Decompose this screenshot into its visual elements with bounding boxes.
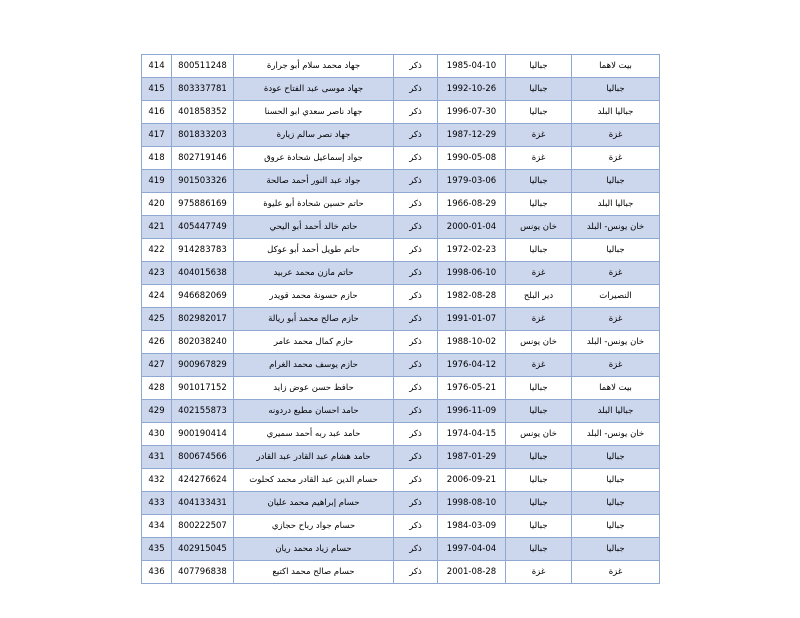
table-cell-id: 405447749 (172, 216, 234, 239)
table-cell-name: جواد إسماعيل شحادة عروق (234, 147, 394, 170)
table-cell-seq: 423 (142, 262, 172, 285)
table-cell-city: جباليا (572, 170, 660, 193)
table-cell-seq: 433 (142, 492, 172, 515)
table-cell-seq: 422 (142, 239, 172, 262)
table-cell-name: حسام جواد رباح حجازي (234, 515, 394, 538)
table-cell-seq: 435 (142, 538, 172, 561)
table-cell-district: غزة (506, 262, 572, 285)
table-cell-id: 803337781 (172, 78, 234, 101)
table-cell-id: 402915045 (172, 538, 234, 561)
table-cell-city: غزة (572, 124, 660, 147)
table-row (142, 124, 660, 147)
table-cell-dob: 1990-05-08 (438, 147, 506, 170)
table-cell-name: حسام الدين عبد القادر محمد كحلوت (234, 469, 394, 492)
table-row (142, 239, 660, 262)
table-cell-seq: 419 (142, 170, 172, 193)
table-row (142, 515, 660, 538)
table-cell-gender: ذكر (394, 239, 438, 262)
table-cell-city: خان يونس- البلد (572, 216, 660, 239)
table-cell-gender: ذكر (394, 423, 438, 446)
table-cell-city: جباليا البلد (572, 101, 660, 124)
table-cell-dob: 1979-03-06 (438, 170, 506, 193)
table-cell-id: 946682069 (172, 285, 234, 308)
table-cell-name: جواد عبد النور أحمد صالحة (234, 170, 394, 193)
table-cell-seq: 416 (142, 101, 172, 124)
table-cell-gender: ذكر (394, 377, 438, 400)
table-cell-district: جباليا (506, 515, 572, 538)
table-cell-name: حاتم خالد أحمد أبو اليحي (234, 216, 394, 239)
table-row (142, 331, 660, 354)
table-cell-dob: 1966-08-29 (438, 193, 506, 216)
table-cell-seq: 417 (142, 124, 172, 147)
table-row (142, 193, 660, 216)
table-cell-seq: 415 (142, 78, 172, 101)
table-cell-gender: ذكر (394, 147, 438, 170)
table-cell-id: 404015638 (172, 262, 234, 285)
table-cell-id: 802719146 (172, 147, 234, 170)
table-cell-name: حاتم حسين شحادة أبو عليوة (234, 193, 394, 216)
table-cell-gender: ذكر (394, 216, 438, 239)
table-cell-city: جباليا (572, 446, 660, 469)
table-cell-district: جباليا (506, 193, 572, 216)
table-cell-dob: 1985-04-10 (438, 55, 506, 78)
table-cell-gender: ذكر (394, 170, 438, 193)
table-cell-dob: 1984-03-09 (438, 515, 506, 538)
table-cell-id: 901503326 (172, 170, 234, 193)
table-cell-gender: ذكر (394, 400, 438, 423)
table-cell-seq: 428 (142, 377, 172, 400)
table-cell-seq: 432 (142, 469, 172, 492)
table-cell-district: جباليا (506, 538, 572, 561)
table-cell-dob: 2000-01-04 (438, 216, 506, 239)
table-cell-district: جباليا (506, 377, 572, 400)
table-cell-district: خان يونس (506, 423, 572, 446)
table-cell-id: 975886169 (172, 193, 234, 216)
table-cell-city: جباليا (572, 492, 660, 515)
table-cell-dob: 2001-08-28 (438, 561, 506, 584)
table-cell-dob: 1996-07-30 (438, 101, 506, 124)
table-cell-city: النصيرات (572, 285, 660, 308)
table-cell-name: حازم حسونة محمد قويدر (234, 285, 394, 308)
table-row (142, 78, 660, 101)
table-cell-name: جهاد موسى عبد الفتاح عودة (234, 78, 394, 101)
table-row (142, 377, 660, 400)
table-cell-gender: ذكر (394, 101, 438, 124)
table-row (142, 446, 660, 469)
table-cell-dob: 1974-04-15 (438, 423, 506, 446)
table-cell-dob: 1998-08-10 (438, 492, 506, 515)
table-cell-district: خان يونس (506, 331, 572, 354)
table-cell-district: جباليا (506, 239, 572, 262)
table-cell-city: بيت لاهما (572, 377, 660, 400)
table-cell-name: حازم كمال محمد عامر (234, 331, 394, 354)
table-cell-city: جباليا البلد (572, 400, 660, 423)
table-cell-seq: 424 (142, 285, 172, 308)
table-cell-name: جهاد ناصر سعدي ابو الحسنا (234, 101, 394, 124)
table-cell-seq: 414 (142, 55, 172, 78)
table-cell-gender: ذكر (394, 492, 438, 515)
table-cell-city: خان يونس- البلد (572, 331, 660, 354)
table-cell-dob: 1972-02-23 (438, 239, 506, 262)
table-cell-seq: 425 (142, 308, 172, 331)
table-cell-id: 401858352 (172, 101, 234, 124)
table-cell-id: 800674566 (172, 446, 234, 469)
table-row (142, 492, 660, 515)
table-cell-city: جباليا (572, 469, 660, 492)
table-cell-district: غزة (506, 147, 572, 170)
table-cell-city: جباليا (572, 538, 660, 561)
table-row (142, 308, 660, 331)
table-cell-id: 800222507 (172, 515, 234, 538)
table-cell-name: حاتم مازن محمد عربيد (234, 262, 394, 285)
table-cell-district: غزة (506, 124, 572, 147)
table-row (142, 354, 660, 377)
table-cell-district: جباليا (506, 492, 572, 515)
table-cell-name: حافظ حسن عوض زايد (234, 377, 394, 400)
table-cell-district: غزة (506, 308, 572, 331)
table-cell-dob: 1976-04-12 (438, 354, 506, 377)
table-cell-gender: ذكر (394, 515, 438, 538)
table-cell-seq: 421 (142, 216, 172, 239)
table-cell-seq: 431 (142, 446, 172, 469)
table-row (142, 55, 660, 78)
table-cell-name: حازم يوسف محمد الغرام (234, 354, 394, 377)
table-cell-id: 802982017 (172, 308, 234, 331)
records-table-body (142, 55, 660, 584)
table-cell-district: خان يونس (506, 216, 572, 239)
table-cell-seq: 427 (142, 354, 172, 377)
table-cell-dob: 1988-10-02 (438, 331, 506, 354)
table-cell-district: جباليا (506, 101, 572, 124)
table-cell-city: جباليا البلد (572, 193, 660, 216)
table-cell-city: جباليا (572, 515, 660, 538)
table-cell-city: غزة (572, 354, 660, 377)
records-table (141, 54, 660, 584)
table-cell-name: حسام زياد محمد ريان (234, 538, 394, 561)
table-cell-city: غزة (572, 262, 660, 285)
table-cell-district: دير البلح (506, 285, 572, 308)
table-cell-name: حامد عبد ربه أحمد سميري (234, 423, 394, 446)
table-cell-id: 914283783 (172, 239, 234, 262)
table-cell-id: 900967829 (172, 354, 234, 377)
table-cell-dob: 1976-05-21 (438, 377, 506, 400)
table-cell-id: 402155873 (172, 400, 234, 423)
table-cell-seq: 434 (142, 515, 172, 538)
table-row (142, 400, 660, 423)
table-cell-dob: 1997-04-04 (438, 538, 506, 561)
table-cell-dob: 1992-10-26 (438, 78, 506, 101)
table-row (142, 469, 660, 492)
table-cell-seq: 426 (142, 331, 172, 354)
table-cell-city: جباليا (572, 78, 660, 101)
table-cell-gender: ذكر (394, 55, 438, 78)
table-cell-district: جباليا (506, 469, 572, 492)
table-cell-seq: 418 (142, 147, 172, 170)
table-cell-dob: 1998-06-10 (438, 262, 506, 285)
table-cell-dob: 1996-11-09 (438, 400, 506, 423)
table-cell-district: غزة (506, 354, 572, 377)
table-cell-district: جباليا (506, 55, 572, 78)
table-cell-id: 407796838 (172, 561, 234, 584)
table-cell-city: غزة (572, 308, 660, 331)
table-cell-city: بيت لاهما (572, 55, 660, 78)
table-cell-name: حازم صالح محمد أبو ريالة (234, 308, 394, 331)
table-cell-city: خان يونس- البلد (572, 423, 660, 446)
table-cell-gender: ذكر (394, 78, 438, 101)
table-cell-district: جباليا (506, 446, 572, 469)
table-cell-name: جهاد محمد سلام أبو جرارة (234, 55, 394, 78)
table-row (142, 561, 660, 584)
table-cell-seq: 420 (142, 193, 172, 216)
table-cell-gender: ذكر (394, 446, 438, 469)
records-table-container (141, 54, 659, 584)
table-cell-id: 404133431 (172, 492, 234, 515)
table-cell-id: 802038240 (172, 331, 234, 354)
table-cell-city: غزة (572, 561, 660, 584)
table-cell-id: 901017152 (172, 377, 234, 400)
table-cell-dob: 1982-08-28 (438, 285, 506, 308)
table-cell-gender: ذكر (394, 331, 438, 354)
table-cell-gender: ذكر (394, 124, 438, 147)
table-cell-name: حاتم طويل أحمد أبو عوكل (234, 239, 394, 262)
table-row (142, 170, 660, 193)
table-row (142, 423, 660, 446)
table-cell-name: حامد احسان مطيع دردونه (234, 400, 394, 423)
table-cell-seq: 430 (142, 423, 172, 446)
table-cell-gender: ذكر (394, 354, 438, 377)
table-cell-dob: 1987-12-29 (438, 124, 506, 147)
table-cell-dob: 1991-01-07 (438, 308, 506, 331)
table-cell-gender: ذكر (394, 193, 438, 216)
table-cell-district: جباليا (506, 170, 572, 193)
table-cell-id: 424276624 (172, 469, 234, 492)
table-cell-name: حامد هشام عبد القادر عبد القادر (234, 446, 394, 469)
table-cell-district: غزة (506, 561, 572, 584)
table-cell-name: حسام إبراهيم محمد عليان (234, 492, 394, 515)
table-cell-name: حسام صالح محمد اكتيع (234, 561, 394, 584)
table-cell-seq: 436 (142, 561, 172, 584)
table-cell-seq: 429 (142, 400, 172, 423)
table-cell-district: جباليا (506, 78, 572, 101)
table-row (142, 538, 660, 561)
table-cell-gender: ذكر (394, 262, 438, 285)
table-cell-city: غزة (572, 147, 660, 170)
table-row (142, 101, 660, 124)
table-row (142, 147, 660, 170)
table-cell-city: جباليا (572, 239, 660, 262)
table-cell-id: 801833203 (172, 124, 234, 147)
table-cell-gender: ذكر (394, 561, 438, 584)
table-cell-gender: ذكر (394, 469, 438, 492)
table-row (142, 285, 660, 308)
table-cell-dob: 1987-01-29 (438, 446, 506, 469)
table-cell-id: 800511248 (172, 55, 234, 78)
table-row (142, 262, 660, 285)
table-cell-dob: 2006-09-21 (438, 469, 506, 492)
table-cell-district: جباليا (506, 400, 572, 423)
table-cell-name: جهاد نصر سالم زيارة (234, 124, 394, 147)
table-cell-gender: ذكر (394, 308, 438, 331)
table-cell-gender: ذكر (394, 285, 438, 308)
table-cell-gender: ذكر (394, 538, 438, 561)
table-row (142, 216, 660, 239)
table-cell-id: 900190414 (172, 423, 234, 446)
